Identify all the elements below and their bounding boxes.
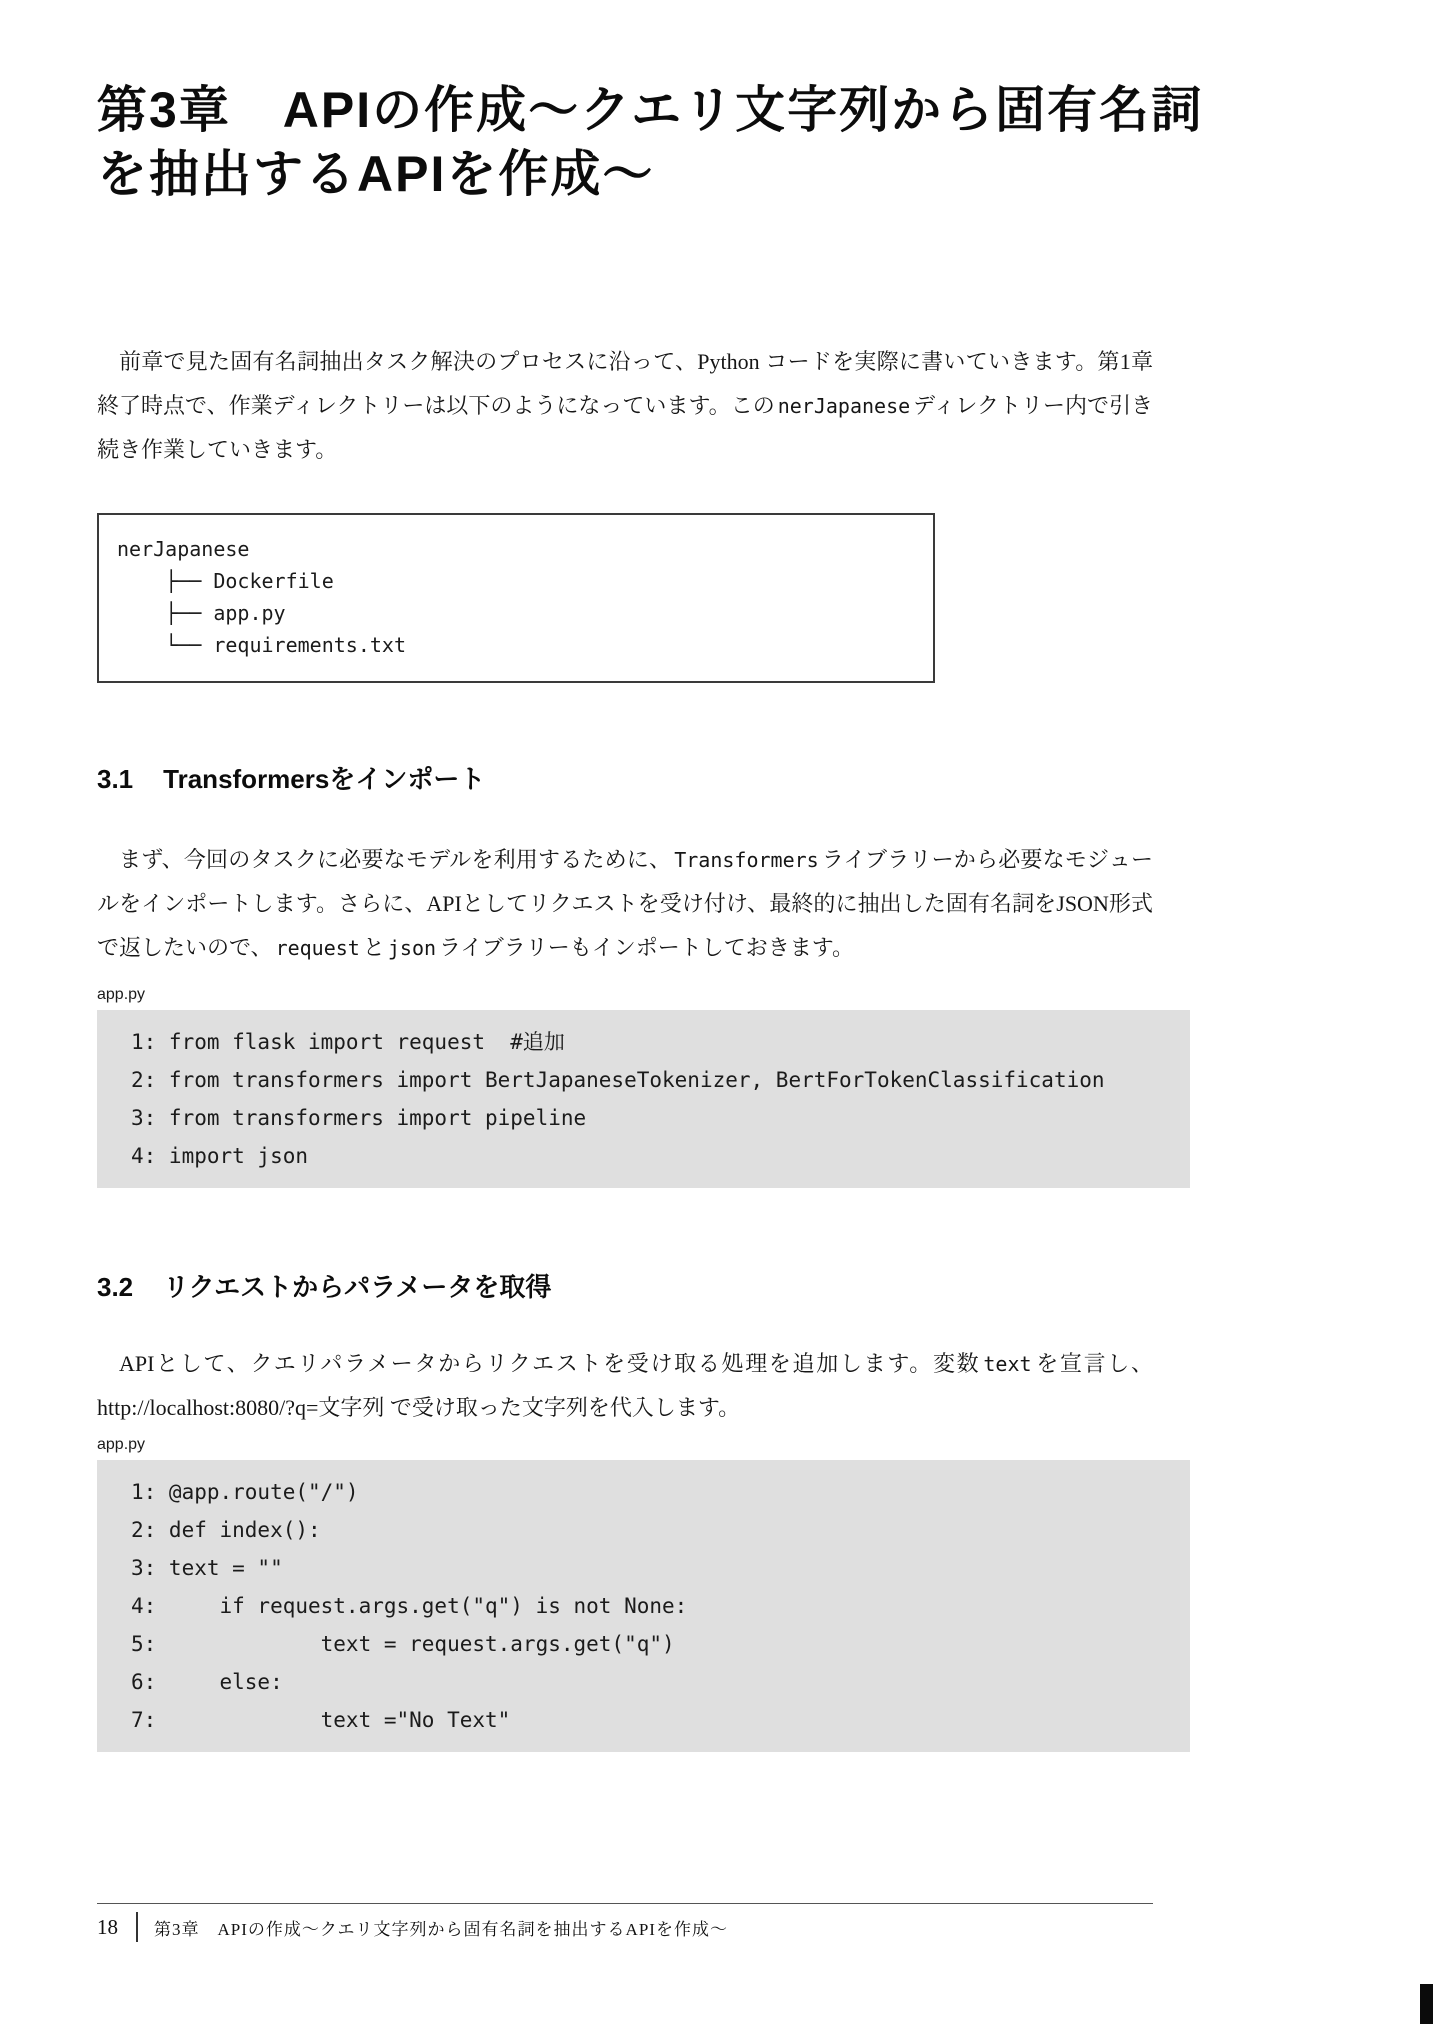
section-number: 3.2 bbox=[97, 1272, 134, 1302]
section-number: 3.1 bbox=[97, 764, 134, 794]
code-line: 5: text = request.args.get("q") bbox=[131, 1632, 675, 1656]
page-number: 18 bbox=[97, 1914, 118, 1939]
code-line: 2: from transformers import BertJapaneseTokenizer, BertForTokenClassification bbox=[131, 1068, 1105, 1092]
tree-line-requirements: └── requirements.txt bbox=[117, 633, 406, 657]
sec1-text-4: ライブラリーもインポートしておきます。 bbox=[439, 935, 854, 960]
code-label-app-py-2: app.py bbox=[97, 1436, 146, 1453]
section-3-1-paragraph bbox=[97, 838, 1153, 970]
chapter-title bbox=[97, 78, 1204, 206]
sec1-text-3: と bbox=[362, 935, 385, 960]
code-block-imports bbox=[97, 1010, 1190, 1188]
code-line: 2: def index(): bbox=[131, 1518, 321, 1542]
code-label-app-py-1: app.py bbox=[97, 986, 146, 1003]
section-title: リクエストからパラメータを取得 bbox=[163, 1272, 552, 1302]
footer bbox=[97, 1912, 728, 1942]
code-line: 1: @app.route("/") bbox=[131, 1480, 359, 1504]
code-line: 3: from transformers import pipeline bbox=[131, 1106, 587, 1130]
tree-line-root: nerJapanese bbox=[117, 537, 250, 561]
sec1-inline-code-transformers: Transformers bbox=[674, 848, 819, 872]
intro-paragraph bbox=[97, 340, 1153, 472]
intro-text-2: ディレクトリー内で引き続き作業していきます。 bbox=[97, 393, 1153, 462]
code-line: 1: from flask import request #追加 bbox=[131, 1030, 565, 1054]
section-title: Transformersをインポート bbox=[163, 764, 486, 794]
sec2-text-2: を宣言し、http://localhost:8080/?q=文字列 で受け取った文字列を代入します。 bbox=[97, 1351, 1153, 1420]
directory-tree-box bbox=[97, 513, 935, 683]
section-heading-3-2 bbox=[97, 1270, 551, 1304]
page-edge-tab bbox=[1420, 1984, 1433, 2024]
tree-line-dockerfile: ├── Dockerfile bbox=[117, 569, 334, 593]
sec1-text-2: ライブラリーから必要なモジュールをインポートします。さらに、APIとしてリクエストを受け付け、最終的に抽出した固有名詞をJSON形式で返したいので、 bbox=[97, 847, 1153, 960]
sec2-text-1: APIとして、クエリパラメータからリクエストを受け取る処理を追加します。変数 bbox=[119, 1351, 981, 1376]
sec1-text-1: まず、今回のタスクに必要なモデルを利用するために、 bbox=[119, 847, 672, 872]
code-line: 6: else: bbox=[131, 1670, 283, 1694]
code-block-route bbox=[97, 1460, 1190, 1752]
section-heading-3-1 bbox=[97, 762, 485, 796]
code-line: 4: import json bbox=[131, 1144, 309, 1168]
footer-divider bbox=[97, 1903, 1153, 1904]
sec2-inline-code-text: text bbox=[983, 1352, 1032, 1376]
section-3-2-paragraph bbox=[97, 1342, 1153, 1430]
code-line: 3: text = "" bbox=[131, 1556, 283, 1580]
sec1-inline-code-request: request bbox=[275, 936, 360, 960]
code-line: 7: text ="No Text" bbox=[131, 1708, 511, 1732]
footer-separator bbox=[136, 1912, 138, 1942]
intro-inline-code: nerJapanese bbox=[777, 394, 911, 418]
code-line: 4: if request.args.get("q") is not None: bbox=[131, 1594, 688, 1618]
sec1-inline-code-json: json bbox=[387, 936, 437, 960]
intro-text-1: 前章で見た固有名詞抽出タスク解決のプロセスに沿って、Python コードを実際に書いていきます。第1章終了時点で、作業ディレクトリーは以下のようになっています。この bbox=[97, 349, 1153, 418]
chapter-title-line2: を抽出するAPIを作成〜 bbox=[97, 146, 655, 202]
tree-line-app-py: ├── app.py bbox=[117, 601, 286, 625]
chapter-title-line1: 第3章 APIの作成〜クエリ文字列から固有名詞 bbox=[97, 82, 1204, 138]
footer-chapter-ref: 第3章 APIの作成〜クエリ文字列から固有名詞を抽出するAPIを作成〜 bbox=[154, 1919, 728, 1939]
